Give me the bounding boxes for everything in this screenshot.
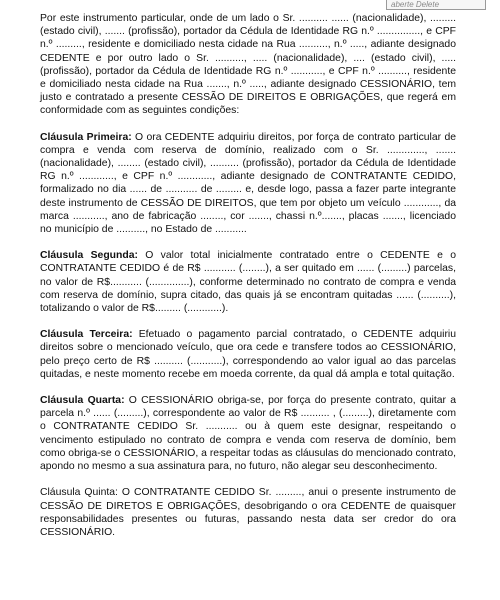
clause-first-text: O ora CEDENTE adquiriu direitos, por força de contrato particular de compra e venda com reserva de domínio, realizado com o Sr. ............., ....... (nacionalidade), ........ (estado civil), .......... (profissão), portador da Cédula de Identidade RG n.º ............, e CPF n.º ............, adiante designado de CONTRATANTE CEDIDO, formalizado no dia ...... de ........... de ......... e, desde logo, passa a fazer parte integrante deste instrumento de CESSÃO DE DIREITOS, que tem por objeto um veículo ............, da marca ..........., ano de fabricação ........, cor ......., chassi n.º......., placas ......., licenciado no município de .........., no Estado de ........... (40, 131, 457, 236)
clause-fifth (40, 486, 456, 539)
intro-paragraph: Por este instrumento particular, onde de um lado o Sr. .......... ...... (nacionalidade), .........(estado civil), ....... (profissão), portador da Cédula de Identidade RG n.º ..............., e CPF n.º ........., residente e domiciliado nesta cidade na Rua .........., n.º ....., adiante designado CEDENTE e por outro lado o Sr. .........., ..... (nacionalidade), .... (estado civil), ..... (profissão), portador da Cédula de Identidade RG n.º ..........., e CPF n.º .........., residente e domiciliado nesta cidade na Rua ......., n.º ....., adiante designado CESSIONÁRIO, tem justo e contratado a presente CESSÃO DE DIREITOS E OBRIGAÇÕES, que regerá em conformidade com as seguintes condições: (40, 13, 456, 117)
clause-second-title: Cláusula Segunda: (40, 250, 138, 262)
contract-document (40, 12, 456, 552)
toolbar-label: aberte Delete (391, 0, 440, 9)
clause-second-text: O valor total inicialmente contratado entre o CEDENTE e o CONTRATANTE CEDIDO é de R$ ........... (........), a ser quitado em ...... (.........) parcelas, no valor de R$........... (..............), conforme determinado no contrato de compra e venda com reserva de domínio, supra citado, das quais já se encontram quitadas ...... (..........), totalizando o valor de R$......... (............). (40, 250, 457, 315)
clause-second (40, 249, 456, 315)
clause-fourth-text: O CESSIONÁRIO obriga-se, por força do presente contrato, quitar a parcela n.º ...... (.........), correspondente ao valor de R$ .......... , (.........), diretamente com o CONTRATANTE CEDIDO Sr. ........... ou à quem este designar, respeitando o vencimento estipulado no contrato de compra e venda com reserva de domínio, bem como obriga-se o CESSIONÁRIO, a respeitar todas as cláusulas do mencionado contrato, apondo no mesmo a sua assinatura para, no futuro, não alegar seu desconhecimento. (40, 395, 456, 473)
toolbar-fragment (386, 0, 486, 10)
clause-first-title: Cláusula Primeira: (40, 131, 132, 143)
clause-fifth-text: Cláusula Quinta: O CONTRATANTE CEDIDO Sr. ........., anui o presente instrumento de CESSÃO DE DIRETOS E OBRIGAÇÕES, desobrigando o ora CEDENTE de quaisquer responsabilidades presentes ou futuras, passando nesta data ser credor do ora CESSIONÁRIO. (40, 487, 456, 538)
clause-fourth (40, 394, 456, 473)
clause-first (40, 131, 456, 237)
clause-third (40, 328, 456, 381)
clause-fourth-title: Cláusula Quarta: (40, 395, 125, 407)
clause-third-title: Cláusula Terceira: (40, 329, 133, 341)
clause-third-text: Efetuado o pagamento parcial contratado, o CEDENTE adquiriu direitos sobre o mencionado veículo, que ora cede e transfere todos ao CESSIONÁRIO, pelo preço certo de R$ .......... (...........), correspondendo ao valor igual ao das parcelas quitadas, e neste momento recebe em moeda corrente, da qual dá ampla e total quitação. (40, 329, 456, 380)
